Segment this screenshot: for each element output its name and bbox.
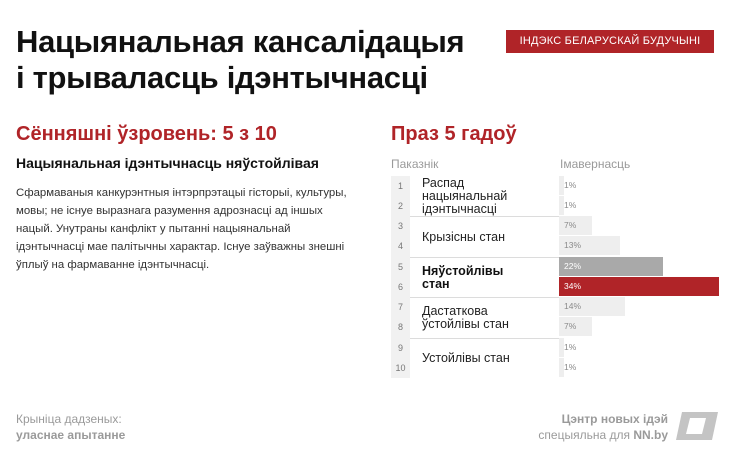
page-title-line-1: Нацыянальная кансалідацыя xyxy=(16,24,465,59)
current-level-description: Сфармаваныя канкурэнтныя інтэрпрэтацыі гісторыі, культуры, мовы; не існуе выразнага разумення адрознасці ад іншых нацый. Унутраны канфлікт у пытанні нацыянальнай ідэнтычнасці мае палітычны характар. Існуе заўважны знешні ўплыў на фармаванне ідэнтычнасці. xyxy=(16,187,347,271)
org-site xyxy=(538,428,668,442)
probability-label: 22% xyxy=(564,261,582,271)
probability-label: 1% xyxy=(564,180,577,190)
level-number: 7 xyxy=(397,302,403,312)
org-name: Цэнтр новых ідэй xyxy=(561,412,668,426)
level-number: 3 xyxy=(397,221,403,231)
forecast-table xyxy=(391,176,559,378)
state-crisis xyxy=(410,217,559,257)
index-badge: ІНДЭКС БЕЛАРУСКАЙ БУДУЧЫНІ xyxy=(506,30,714,53)
level-number: 8 xyxy=(397,322,403,332)
indicator-column-header: Паказнік xyxy=(391,157,439,171)
level-number: 9 xyxy=(397,343,403,353)
level-number: 4 xyxy=(397,241,403,251)
source-label: Крыніца дадзеных: xyxy=(16,412,122,426)
page-title xyxy=(16,24,486,96)
forecast-title: Праз 5 гадоў xyxy=(391,123,517,145)
centre-new-ideas-logo-icon xyxy=(676,412,718,440)
current-level-subtitle: Нацыянальная ідэнтычнасць няўстойлівая xyxy=(16,155,319,171)
level-number: 6 xyxy=(397,282,403,292)
level-number: 5 xyxy=(397,262,403,272)
probability-label: 1% xyxy=(564,342,577,352)
probability-label: 7% xyxy=(564,220,577,230)
state-fairly-stable xyxy=(410,298,559,338)
probability-label: 1% xyxy=(564,200,577,210)
probability-label: 7% xyxy=(564,321,577,331)
state-label: Крызісны стан xyxy=(422,229,506,244)
level-number: 2 xyxy=(397,201,403,211)
probability-label: 34% xyxy=(564,281,582,291)
org-site-prefix: спецыяльна для xyxy=(538,428,634,442)
state-collapse xyxy=(410,176,559,216)
state-label: Няўстойлівы стан xyxy=(422,263,504,291)
state-label: Дастаткова ўстойлівы стан xyxy=(422,304,509,331)
level-number-strip xyxy=(391,176,410,378)
page-title-line-2: і трываласць ідэнтычнасці xyxy=(16,60,428,95)
probability-bars xyxy=(559,176,719,378)
level-number: 1 xyxy=(397,181,403,191)
org-site-link[interactable]: NN.by xyxy=(633,428,668,442)
state-label: Устойлівы стан xyxy=(422,351,510,365)
probability-label: 14% xyxy=(564,301,582,311)
level-number: 10 xyxy=(395,363,406,373)
state-stable xyxy=(410,339,559,378)
state-label: Распад нацыянальнай ідэнтычнасці xyxy=(422,175,508,216)
state-unstable xyxy=(410,258,559,297)
probability-label: 13% xyxy=(564,240,582,250)
current-level-title: Сённяшні ўзровень: 5 з 10 xyxy=(16,123,277,145)
probability-column-header: Імавернасць xyxy=(560,157,631,171)
probability-label: 1% xyxy=(564,362,577,372)
source-value: уласнае апытанне xyxy=(16,428,126,442)
probability-bar xyxy=(559,277,719,296)
